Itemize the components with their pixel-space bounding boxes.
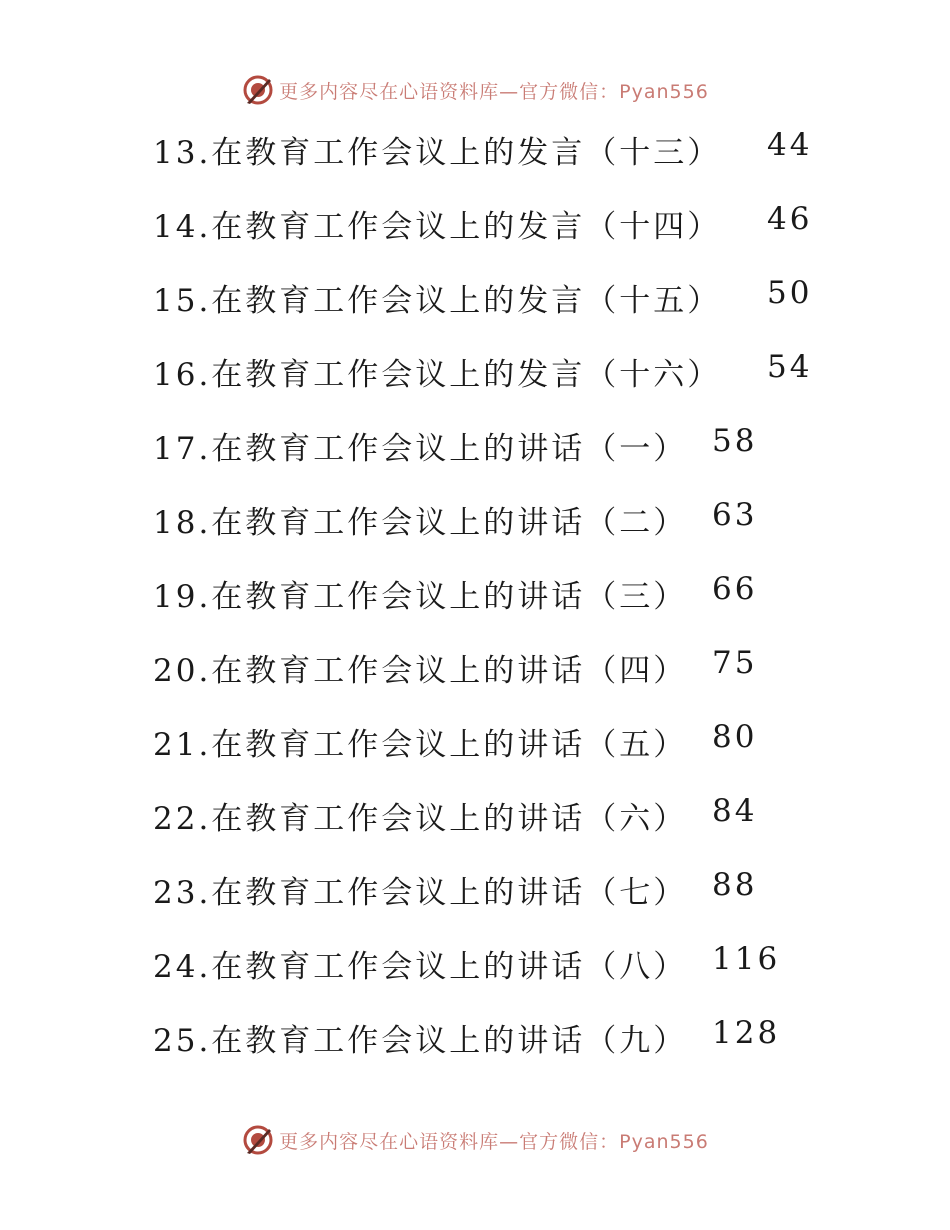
toc-entry-page: 58 — [712, 423, 758, 459]
toc-entry-19[interactable] — [153, 554, 853, 628]
table-of-contents — [153, 110, 853, 1072]
toc-entry-title: 14.在教育工作会议上的发言（十四） — [153, 209, 722, 245]
toc-entry-title: 21.在教育工作会议上的讲话（五） — [153, 727, 688, 763]
toc-entry-page: 63 — [712, 497, 758, 533]
toc-entry-page: 88 — [712, 867, 758, 903]
toc-entry-24[interactable] — [153, 924, 853, 998]
toc-entry-20[interactable] — [153, 628, 853, 702]
toc-entry-title: 20.在教育工作会议上的讲话（四） — [153, 653, 688, 689]
toc-entry-page: 128 — [712, 1015, 781, 1051]
toc-entry-16[interactable] — [153, 332, 853, 406]
toc-entry-title: 16.在教育工作会议上的发言（十六） — [153, 357, 722, 393]
quill-seal-icon — [241, 1123, 275, 1157]
toc-entry-page: 44 — [767, 127, 813, 163]
toc-entry-title: 23.在教育工作会议上的讲话（七） — [153, 875, 688, 911]
toc-entry-title: 24.在教育工作会议上的讲话（八） — [153, 949, 688, 985]
quill-seal-icon — [241, 73, 275, 107]
footer-watermark — [0, 1122, 950, 1158]
toc-entry-title: 15.在教育工作会议上的发言（十五） — [153, 283, 722, 319]
toc-entry-14[interactable] — [153, 184, 853, 258]
toc-entry-page: 75 — [712, 645, 758, 681]
toc-entry-title: 25.在教育工作会议上的讲话（九） — [153, 1023, 688, 1059]
watermark-text: 更多内容尽在心语资料库—官方微信：Pyan556 — [279, 80, 709, 103]
toc-entry-page: 54 — [767, 349, 813, 385]
toc-entry-23[interactable] — [153, 850, 853, 924]
toc-entry-page: 46 — [767, 201, 813, 237]
toc-entry-title: 22.在教育工作会议上的讲话（六） — [153, 801, 688, 837]
toc-entry-21[interactable] — [153, 702, 853, 776]
toc-entry-25[interactable] — [153, 998, 853, 1072]
toc-entry-15[interactable] — [153, 258, 853, 332]
toc-entry-18[interactable] — [153, 480, 853, 554]
toc-entry-page: 50 — [767, 275, 813, 311]
toc-entry-22[interactable] — [153, 776, 853, 850]
toc-entry-page: 66 — [712, 571, 758, 607]
toc-entry-title: 18.在教育工作会议上的讲话（二） — [153, 505, 688, 541]
toc-entry-title: 13.在教育工作会议上的发言（十三） — [153, 135, 722, 171]
toc-entry-page: 84 — [712, 793, 758, 829]
toc-entry-title: 19.在教育工作会议上的讲话（三） — [153, 579, 688, 615]
toc-entry-page: 80 — [712, 719, 758, 755]
toc-entry-title: 17.在教育工作会议上的讲话（一） — [153, 431, 688, 467]
header-watermark — [0, 72, 950, 108]
toc-entry-13[interactable] — [153, 110, 853, 184]
watermark-text: 更多内容尽在心语资料库—官方微信：Pyan556 — [279, 1130, 709, 1153]
toc-entry-page: 116 — [712, 941, 781, 977]
toc-entry-17[interactable] — [153, 406, 853, 480]
